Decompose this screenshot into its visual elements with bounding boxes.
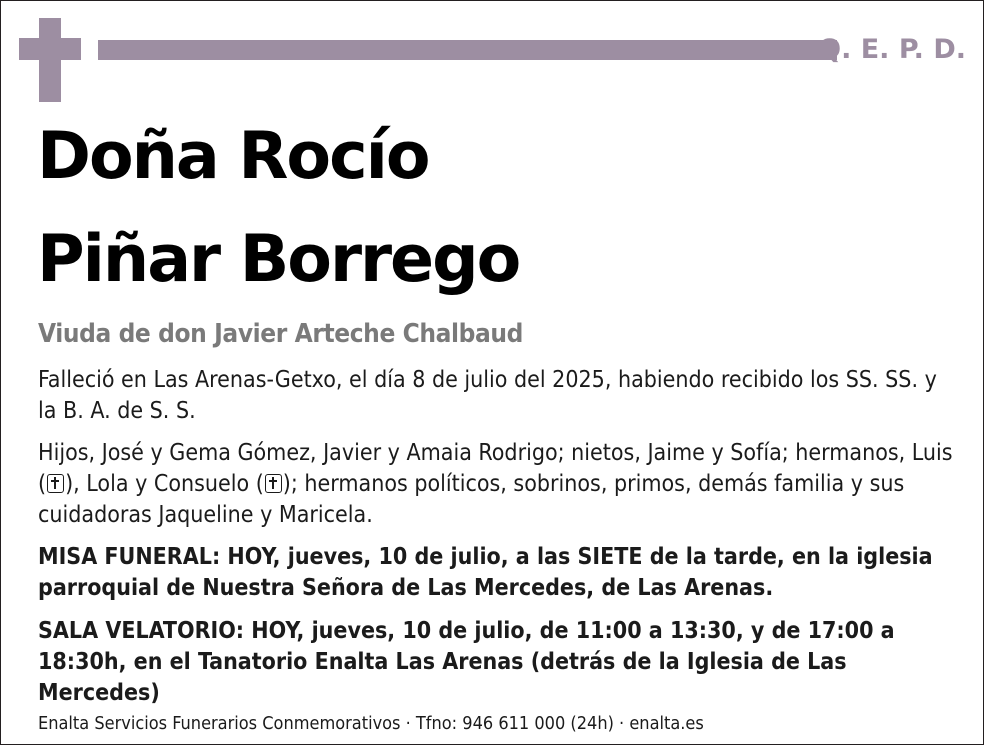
deceased-name-line-2: Piñar Borrego (37, 222, 520, 297)
death-notice-text: Falleció en Las Arenas-Getxo, el día 8 de julio del 2025, habiendo recibido los SS. SS. y la B. A. de S. S. (38, 367, 937, 424)
qepd-heading: Q. E. P. D. (818, 34, 966, 65)
family-text-part-1: Hijos, José y Gema Gómez, Javier y Amaia Rodrigo; nietos, Jaime y Sofía; hermanos, Luis ( (38, 440, 953, 497)
small-cross-icon (47, 474, 64, 493)
death-notice-paragraph (38, 365, 958, 427)
widow-of-subtitle: Viuda de don Javier Arteche Chalbaud (38, 319, 523, 349)
small-cross-icon (265, 474, 282, 493)
wake-room-paragraph (38, 616, 958, 709)
footer-contact: Enalta Servicios Funerarios Conmemorativos · Tfno: 946 611 000 (24h) · enalta.es (38, 713, 704, 734)
wake-room-text: SALA VELATORIO: HOY, jueves, 10 de julio, de 11:00 a 13:30, y de 17:00 a 18:30h, en el Tanatorio Enalta Las Arenas (detrás de la Iglesia de Las Mercedes) (38, 618, 895, 706)
funeral-mass-paragraph (38, 542, 958, 604)
family-paragraph (38, 438, 958, 531)
family-text (38, 438, 958, 531)
cross-icon-vertical (39, 18, 61, 102)
header-rule (98, 40, 837, 60)
deceased-name-line-1: Doña Rocío (37, 119, 429, 194)
cross-icon-horizontal (19, 38, 81, 60)
family-text-part-3: ); hermanos políticos, sobrinos, primos, demás familia y sus cuidadoras Jaqueline y Maricela. (38, 471, 905, 528)
family-text-part-2: ), Lola y Consuelo ( (65, 471, 264, 497)
funeral-mass-text: MISA FUNERAL: HOY, jueves, 10 de julio, a las SIETE de la tarde, en la iglesia parroquial de Nuestra Señora de Las Mercedes, de Las Arenas. (38, 544, 933, 601)
